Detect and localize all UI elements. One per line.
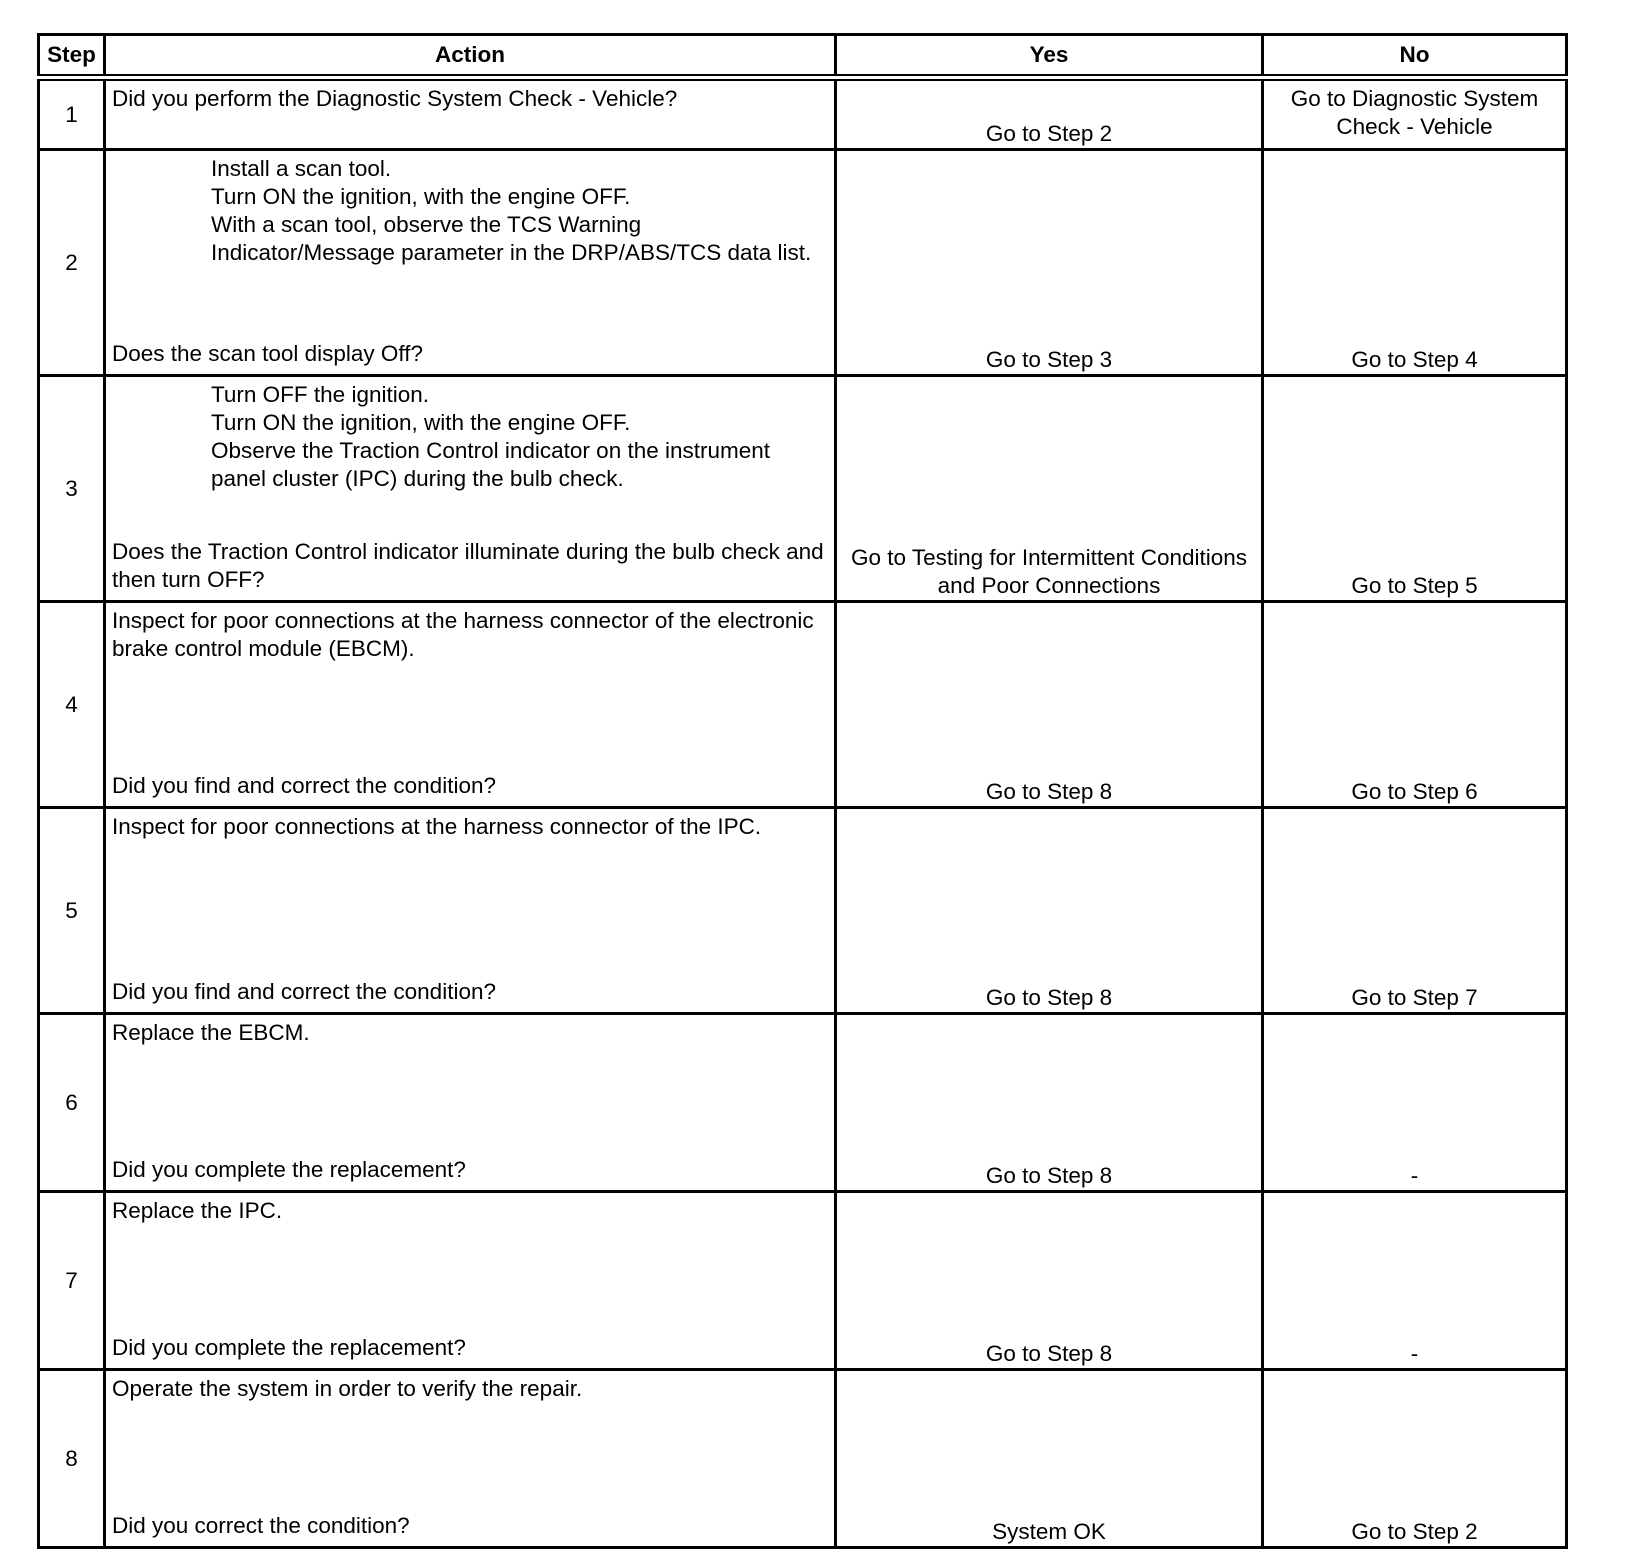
action-cell: [105, 150, 836, 376]
action-instruction: Replace the EBCM.: [112, 1020, 310, 1045]
yes-cell: Go to Step 8: [836, 808, 1263, 1014]
action-line: Observe the Traction Control indicator on the instrument panel cluster (IPC) during the bulb check.: [211, 438, 771, 491]
step-number: 7: [39, 1192, 105, 1370]
table-row-step-1: [39, 78, 1567, 150]
no-cell: Go to Step 4: [1263, 150, 1567, 376]
yes-cell: Go to Step 3: [836, 150, 1263, 376]
table-row-step-3: [39, 376, 1567, 602]
no-cell: Go to Step 7: [1263, 808, 1567, 1014]
action-instruction: Inspect for poor connections at the harness connector of the electronic brake control module (EBCM).: [112, 608, 814, 661]
action-question: Did you find and correct the condition?: [112, 773, 496, 798]
action-instruction: Operate the system in order to verify the repair.: [112, 1376, 583, 1401]
action-line: Install a scan tool.: [211, 156, 392, 181]
table-row-step-7: [39, 1192, 1567, 1370]
step-number: 6: [39, 1014, 105, 1192]
action-question: Does the scan tool display Off?: [112, 341, 424, 366]
action-question: Did you complete the replacement?: [112, 1335, 466, 1360]
no-cell: Go to Diagnostic System Check - Vehicle: [1263, 78, 1567, 150]
yes-cell: Go to Step 2: [836, 78, 1263, 150]
no-cell: Go to Step 2: [1263, 1370, 1567, 1548]
action-question: Did you correct the condition?: [112, 1513, 410, 1538]
no-cell: Go to Step 5: [1263, 376, 1567, 602]
header-no: No: [1263, 35, 1567, 78]
action-question: Did you perform the Diagnostic System Check - Vehicle?: [112, 86, 678, 111]
step-number: 1: [39, 78, 105, 150]
action-line: Turn ON the ignition, with the engine OFF.: [211, 184, 631, 209]
step-number: 3: [39, 376, 105, 602]
yes-cell: Go to Step 8: [836, 1192, 1263, 1370]
no-cell: -: [1263, 1014, 1567, 1192]
step-number: 2: [39, 150, 105, 376]
action-steps: [112, 155, 828, 267]
step-number: 5: [39, 808, 105, 1014]
action-line: With a scan tool, observe the TCS Warning Indicator/Message parameter in the DRP/ABS/TCS data list.: [211, 212, 812, 265]
table-row-step-5: [39, 808, 1567, 1014]
table-row-step-4: [39, 602, 1567, 808]
header-action: Action: [105, 35, 836, 78]
header-row: [39, 35, 1567, 78]
action-cell: [105, 602, 836, 808]
step-number: 8: [39, 1370, 105, 1548]
action-cell: [105, 1192, 836, 1370]
yes-cell: Go to Step 8: [836, 602, 1263, 808]
header-yes: Yes: [836, 35, 1263, 78]
diagnostic-table: [37, 33, 1568, 1549]
action-steps: [112, 381, 828, 493]
table-row-step-2: [39, 150, 1567, 376]
action-cell: [105, 78, 836, 150]
header-step: Step: [39, 35, 105, 78]
table-row-step-6: [39, 1014, 1567, 1192]
action-question: Did you find and correct the condition?: [112, 979, 496, 1004]
yes-cell: System OK: [836, 1370, 1263, 1548]
action-question: Did you complete the replacement?: [112, 1157, 466, 1182]
action-cell: [105, 376, 836, 602]
action-instruction: Inspect for poor connections at the harness connector of the IPC.: [112, 814, 762, 839]
action-cell: [105, 808, 836, 1014]
action-question: Does the Traction Control indicator illuminate during the bulb check and then turn OFF?: [112, 539, 824, 592]
yes-cell: Go to Step 8: [836, 1014, 1263, 1192]
action-instruction: Replace the IPC.: [112, 1198, 283, 1223]
action-line: Turn OFF the ignition.: [211, 382, 430, 407]
step-number: 4: [39, 602, 105, 808]
no-cell: -: [1263, 1192, 1567, 1370]
table-row-step-8: [39, 1370, 1567, 1548]
action-cell: [105, 1370, 836, 1548]
action-line: Turn ON the ignition, with the engine OFF.: [211, 410, 631, 435]
no-cell: Go to Step 6: [1263, 602, 1567, 808]
action-cell: [105, 1014, 836, 1192]
yes-cell: Go to Testing for Intermittent Conditions and Poor Connections: [836, 376, 1263, 602]
